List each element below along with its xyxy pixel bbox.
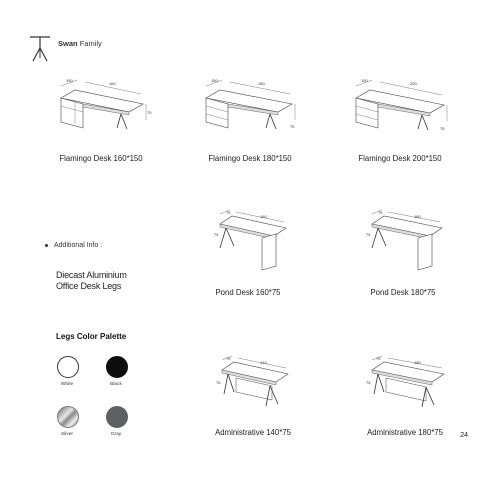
page-number: 24: [460, 432, 468, 439]
pond-desk-drawing: [364, 208, 448, 272]
dim-width: 140: [260, 360, 267, 365]
desc-line-2: Office Desk Legs: [56, 281, 122, 291]
dim-height: 75: [147, 110, 152, 115]
additional-info-label: [45, 242, 102, 249]
dim-height: 75: [214, 232, 219, 237]
administrative-desk-drawing: [366, 354, 450, 410]
brand-rest: Family: [79, 39, 102, 48]
product-caption: Administrative 180*75: [367, 428, 443, 437]
dim-depth: 75: [376, 356, 381, 361]
black-swatch: [106, 356, 128, 378]
silver-swatch: [57, 406, 79, 428]
white-swatch: [57, 356, 79, 378]
dim-width: 200: [410, 81, 417, 86]
product-caption: Administrative 140*75: [215, 428, 291, 437]
flamingo-desk-drawing: [350, 72, 450, 134]
flamingo-desk-drawing: [55, 72, 155, 134]
swatch-label: Gray: [110, 432, 122, 437]
desc-line-1: Diecast Aluminium: [56, 270, 127, 280]
legs-description: [56, 270, 127, 292]
flamingo-desk-drawing: [200, 72, 300, 134]
swatch-label: Black: [110, 382, 122, 387]
brand-title: [58, 39, 102, 48]
dim-depth: 75: [378, 210, 383, 215]
product-caption: Flamingo Desk 200*150: [358, 154, 442, 163]
product-caption: Pond Desk 180*75: [370, 288, 436, 297]
dim-height: 75: [366, 380, 371, 385]
product-caption: Flamingo Desk 160*150: [59, 154, 143, 163]
swan-logo-icon: [28, 34, 52, 62]
dim-width: 180: [414, 214, 421, 219]
brand-bold: Swan: [58, 39, 78, 48]
dim-width: 160: [109, 81, 116, 86]
product-caption: Pond Desk 160*75: [215, 288, 281, 297]
dim-depth: 150: [211, 78, 218, 83]
gray-swatch: [106, 406, 128, 428]
dim-height: 75: [216, 380, 221, 385]
dim-depth: 150: [361, 78, 368, 83]
dim-depth: 75: [226, 356, 231, 361]
dim-depth: 150: [66, 78, 73, 83]
dim-height: 75: [290, 124, 295, 129]
dim-width: 180: [414, 360, 421, 365]
dim-height: 75: [440, 126, 445, 131]
product-caption: Flamingo Desk 180*150: [208, 154, 292, 163]
additional-info-text: Additional Info :: [54, 242, 103, 249]
administrative-desk-drawing: [216, 354, 296, 410]
dim-width: 180: [258, 81, 265, 86]
palette-title: Legs Color Palette: [56, 332, 127, 341]
pond-desk-drawing: [212, 208, 292, 272]
dim-width: 160: [260, 214, 267, 219]
dim-height: 75: [366, 232, 371, 237]
dim-depth: 75: [226, 210, 231, 215]
swatch-label: White: [60, 382, 74, 387]
bullet-icon: [45, 244, 48, 247]
swatch-label: Silver: [61, 432, 73, 437]
